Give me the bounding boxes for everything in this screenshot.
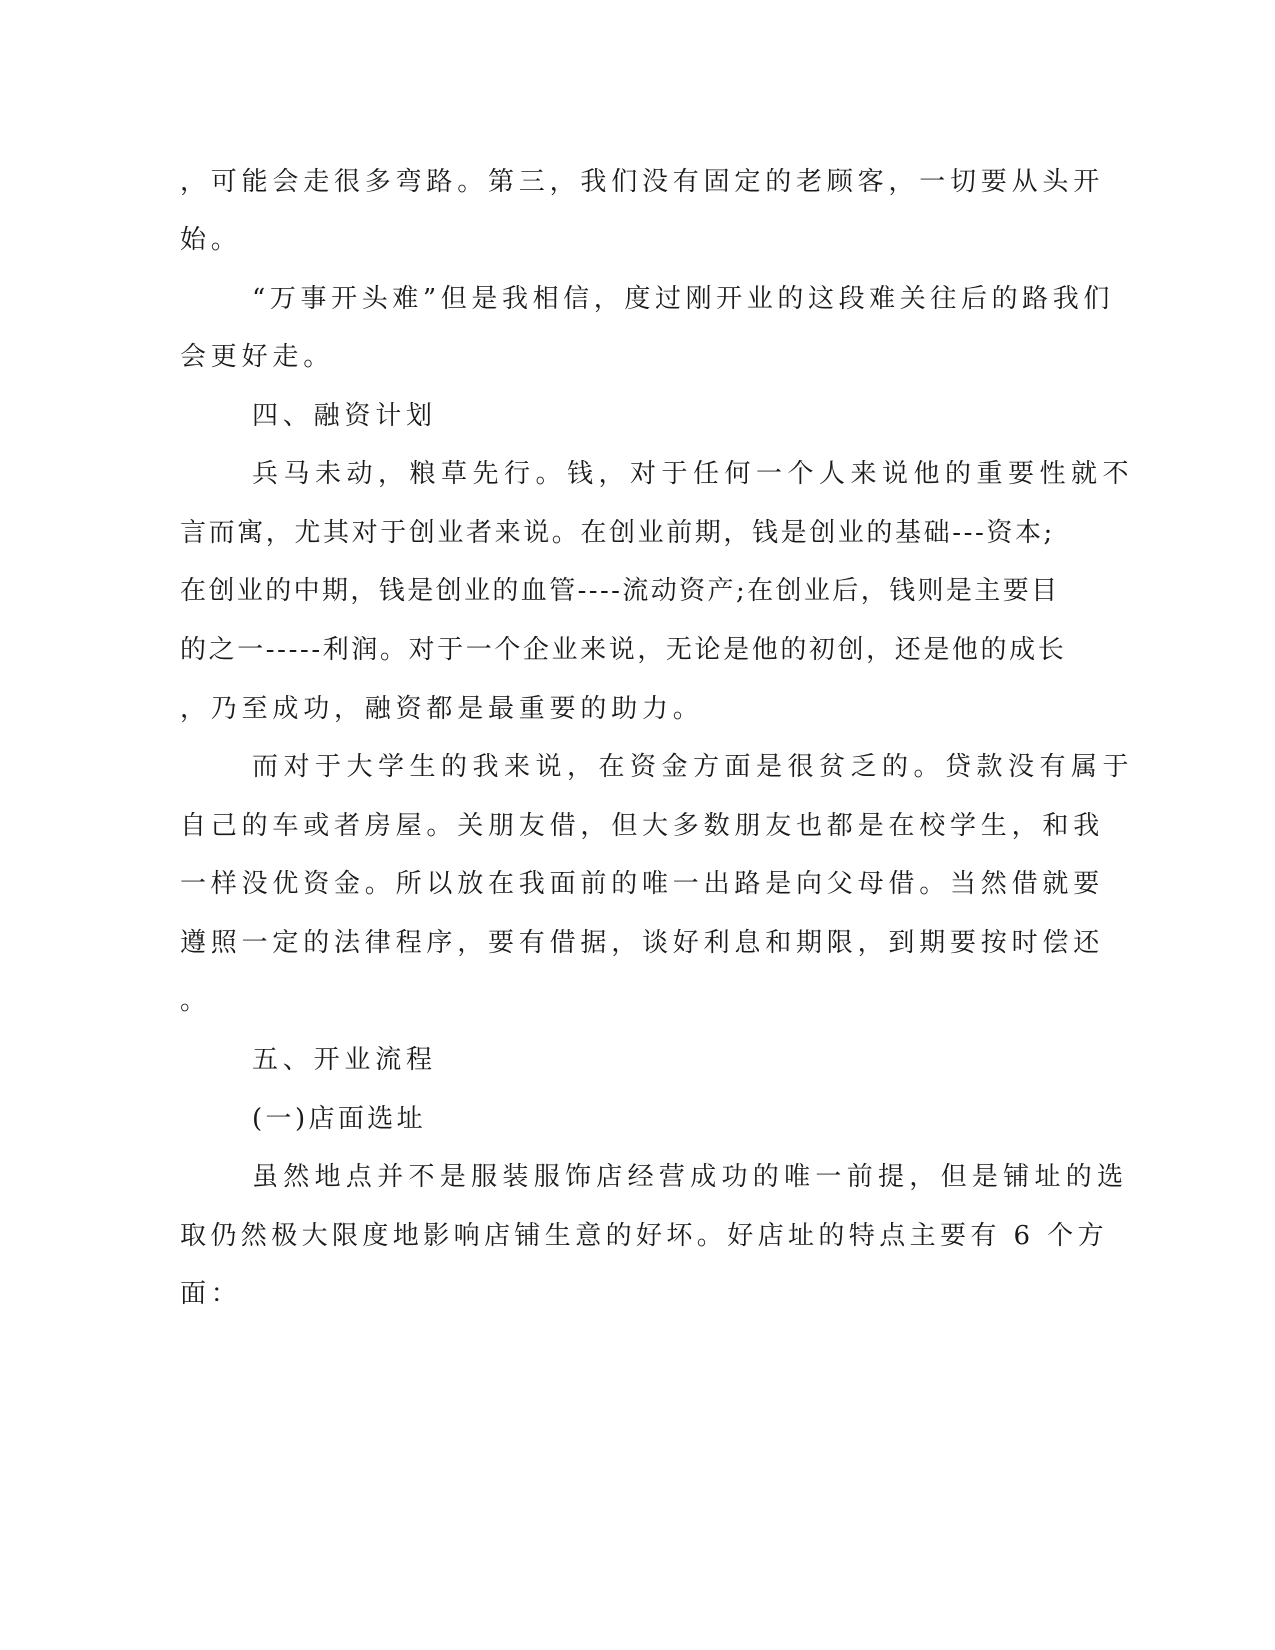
subsection-heading: (一)店面选址 [252, 1104, 427, 1134]
paragraph-line: 一样没优资金。所以放在我面前的唯一出路是向父母借。当然借就要 [180, 869, 1105, 899]
paragraph-line: 而对于大学生的我来说，在资金方面是很贫乏的。贷款没有属于 [252, 752, 1135, 782]
paragraph-line: 。 [180, 986, 211, 1016]
paragraph-line: 言而寓，尤其对于创业者来说。在创业前期，钱是创业的基础---资本; [180, 518, 1055, 548]
paragraph-line: “万事开头难”但是我相信，度过刚开业的这段难关往后的路我们 [252, 284, 1114, 314]
paragraph-line: 虽然地点并不是服装服饰店经营成功的唯一前提，但是铺址的选 [252, 1162, 1129, 1192]
paragraph-line: ，可能会走很多弯路。第三，我们没有固定的老顾客，一切要从头开 [180, 167, 1105, 197]
paragraph-line: 兵马未动，粮草先行。钱，对于任何一个人来说他的重要性就不 [252, 459, 1135, 489]
paragraph-line: 在创业的中期，钱是创业的血管----流动资产;在创业后，钱则是主要目 [180, 576, 1060, 606]
paragraph-line: 取仍然极大限度地影响店铺生意的好坏。好店址的特点主要有 6 个方 [180, 1221, 1108, 1251]
paragraph-line: 面： [180, 1279, 242, 1309]
paragraph-line: 自己的车或者房屋。关朋友借，但大多数朋友也都是在校学生，和我 [180, 811, 1105, 841]
section-heading: 四、融资计划 [252, 401, 437, 431]
paragraph-line: 会更好走。 [180, 342, 335, 372]
paragraph-line: 始。 [180, 225, 242, 255]
paragraph-line: 的之一-----利润。对于一个企业来说，无论是他的初创，还是他的成长 [180, 635, 1067, 665]
paragraph-line: 遵照一定的法律程序，要有借据，谈好利息和期限，到期要按时偿还 [180, 928, 1105, 958]
section-heading: 五、开业流程 [252, 1045, 437, 1075]
paragraph-line: ，乃至成功，融资都是最重要的助力。 [180, 694, 704, 724]
